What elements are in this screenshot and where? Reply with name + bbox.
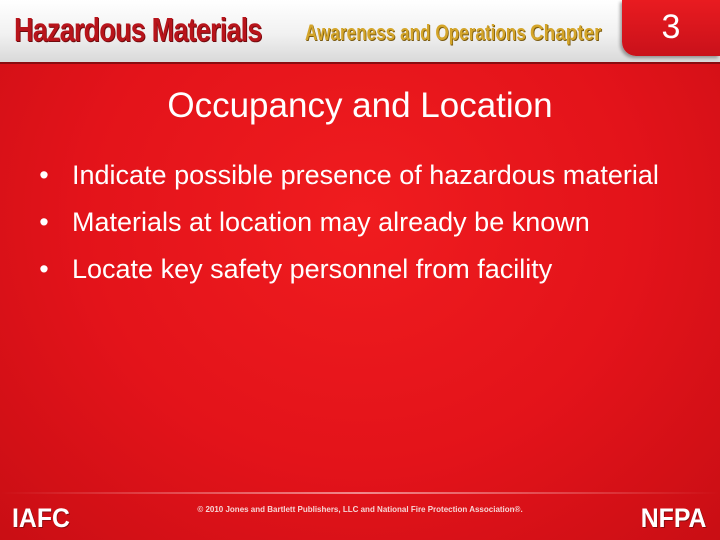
bullet-text: Indicate possible presence of hazardous material <box>72 160 659 190</box>
header-subtitle: Awareness and Operations <box>305 20 526 45</box>
bullet-text: Locate key safety personnel from facility <box>72 254 553 284</box>
copyright-notice: © 2010 Jones and Bartlett Publishers, LLC and National Fire Protection Association®. <box>197 505 523 514</box>
chapter-number: 3 <box>661 8 681 46</box>
bullet-text: Materials at location may already be known <box>72 207 590 237</box>
header-banner <box>0 0 720 64</box>
bullet-icon: • <box>39 160 49 190</box>
bullet-item <box>34 156 674 194</box>
nfpa-logo: NFPA <box>640 503 706 533</box>
chapter-tab <box>622 0 720 56</box>
bullet-icon: • <box>39 207 49 237</box>
header-title: Hazardous Materials <box>14 11 262 48</box>
iafc-logo: IAFC <box>12 503 70 533</box>
footer-divider <box>0 492 720 494</box>
chapter-label: Chapter <box>530 20 602 45</box>
bullet-list <box>34 156 674 297</box>
slide-title: Occupancy and Location <box>167 86 553 125</box>
bullet-item <box>34 203 674 241</box>
bullet-icon: • <box>39 254 49 284</box>
bullet-item <box>34 250 674 288</box>
